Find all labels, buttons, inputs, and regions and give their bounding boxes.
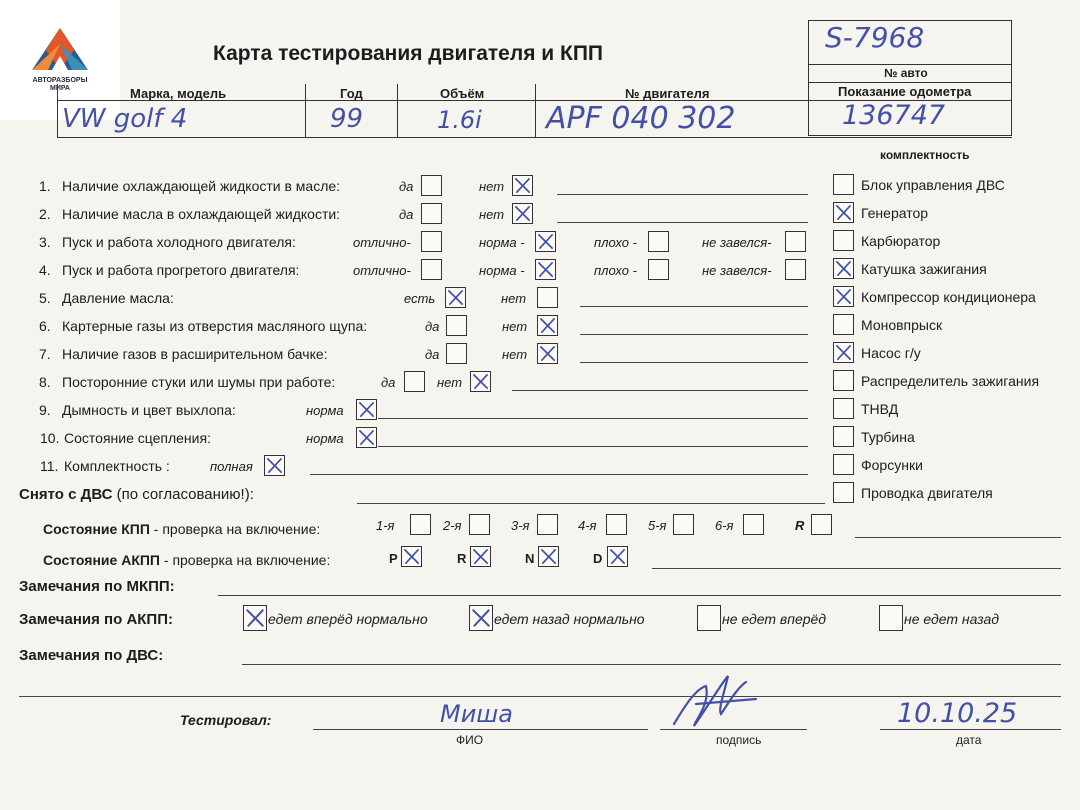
component-checkbox[interactable] <box>833 314 854 335</box>
test-option-label: нет <box>479 179 505 194</box>
test-label: Давление масла: <box>62 290 174 306</box>
tested-by-label: Тестировал: <box>180 712 272 728</box>
test-option-label: да <box>381 375 396 390</box>
test-option-label: норма <box>306 403 344 418</box>
card-title: Карта тестирования двигателя и КПП <box>213 42 604 65</box>
test-option-checkbox[interactable] <box>648 231 669 252</box>
kpp-gear-label: 5-я <box>648 518 667 533</box>
kpp-gear-label: 4-я <box>578 518 597 533</box>
kpp-gear-checkbox[interactable] <box>606 514 627 535</box>
akpp-label: Состояние АКПП - проверка на включение: <box>43 552 331 568</box>
check-mark-icon <box>536 260 555 279</box>
check-mark-icon <box>402 547 421 566</box>
check-mark-icon <box>244 606 266 630</box>
test-label: Наличие масла в охлаждающей жидкости: <box>62 206 341 222</box>
component-label: Блок управления ДВС <box>861 177 1005 193</box>
kpp-gear-label: 1-я <box>376 518 395 533</box>
test-option-label: плохо - <box>594 235 637 250</box>
check-mark-icon <box>513 176 532 195</box>
test-number: 9. <box>39 402 51 418</box>
volume-value: 1.6i <box>437 106 482 134</box>
make-model-value: VW golf 4 <box>62 104 188 134</box>
component-label: Моновпрыск <box>861 317 943 333</box>
test-label: Пуск и работа прогретого двигателя: <box>62 262 300 278</box>
test-label: Наличие охлаждающей жидкости в масле: <box>62 178 341 194</box>
test-option-checkbox[interactable] <box>404 371 425 392</box>
component-label: Насос г/у <box>861 345 921 361</box>
akpp-note-label: едет вперёд нормально <box>268 611 428 627</box>
mkpp-notes-label: Замечания по МКПП: <box>19 578 175 595</box>
year-header: Год <box>340 86 363 101</box>
akpp-note-label: едет назад нормально <box>494 611 645 627</box>
akpp-gear-label: P <box>389 551 398 566</box>
test-option-checkbox[interactable] <box>421 203 442 224</box>
test-option-label: отлично- <box>353 263 411 278</box>
akpp-gear-label: R <box>457 551 467 566</box>
test-label: Состояние сцепления: <box>64 430 211 446</box>
component-checkbox[interactable] <box>833 258 854 279</box>
akpp-gear-checkbox[interactable] <box>401 546 422 567</box>
test-option-checkbox[interactable] <box>535 259 556 280</box>
test-number: 1. <box>39 178 51 194</box>
test-option-checkbox[interactable] <box>535 231 556 252</box>
test-option-checkbox[interactable] <box>537 315 558 336</box>
date-value: 10.10.25 <box>897 698 1018 729</box>
test-option-label: не завелся- <box>702 263 772 278</box>
component-checkbox[interactable] <box>833 426 854 447</box>
make-model-header: Марка, модель <box>130 86 227 101</box>
component-label: Карбюратор <box>861 233 941 249</box>
akpp-gear-label: N <box>525 551 535 566</box>
test-label: Картерные газы из отверстия масляного щупа: <box>62 318 368 334</box>
test-option-checkbox[interactable] <box>356 427 377 448</box>
test-option-checkbox[interactable] <box>648 259 669 280</box>
engine-number-value: APF 040 302 <box>546 101 736 136</box>
test-option-label: плохо - <box>594 263 637 278</box>
odometer-value: 136747 <box>842 100 946 131</box>
test-option-checkbox[interactable] <box>446 343 467 364</box>
test-number: 2. <box>39 206 51 222</box>
test-option-label: норма - <box>479 263 525 278</box>
test-option-label: да <box>425 319 440 334</box>
test-option-label: полная <box>210 459 253 474</box>
kpp-gear-checkbox[interactable] <box>469 514 490 535</box>
check-mark-icon <box>538 344 557 363</box>
engine-number-header: № двигателя <box>625 86 710 101</box>
akpp-gear-checkbox[interactable] <box>607 546 628 567</box>
test-option-label: не завелся- <box>702 235 772 250</box>
kpp-gear-label: R <box>795 518 805 533</box>
test-option-checkbox[interactable] <box>470 371 491 392</box>
akpp-note-checkbox[interactable] <box>243 605 267 631</box>
kpp-gear-label: 6-я <box>715 518 734 533</box>
company-logo <box>0 0 120 120</box>
stock-number-label: № авто <box>884 66 928 80</box>
test-option-checkbox[interactable] <box>356 399 377 420</box>
test-option-label: да <box>399 179 414 194</box>
signature-mark <box>666 664 766 734</box>
test-option-checkbox[interactable] <box>421 231 442 252</box>
kpp-gear-label: 2-я <box>443 518 462 533</box>
akpp-gear-label: D <box>593 551 603 566</box>
test-option-checkbox[interactable] <box>512 175 533 196</box>
test-option-label: нет <box>437 375 463 390</box>
test-option-checkbox[interactable] <box>537 287 558 308</box>
signature-label: подпись <box>716 733 762 747</box>
check-mark-icon <box>471 547 490 566</box>
akpp-gear-checkbox[interactable] <box>470 546 491 567</box>
logo-emblem-icon <box>30 26 90 76</box>
logo-text-line1: АВТОРАЗБОРЫ <box>32 77 88 84</box>
test-label: Посторонние стуки или шумы при работе: <box>62 374 336 390</box>
check-mark-icon <box>608 547 627 566</box>
check-mark-icon <box>834 203 853 222</box>
akpp-note-checkbox[interactable] <box>879 605 903 631</box>
test-option-checkbox[interactable] <box>785 231 806 252</box>
test-option-checkbox[interactable] <box>537 343 558 364</box>
test-option-label: норма <box>306 431 344 446</box>
test-option-label: норма - <box>479 235 525 250</box>
akpp-note-label: не едет назад <box>904 611 999 627</box>
check-mark-icon <box>539 547 558 566</box>
test-number: 7. <box>39 346 51 362</box>
year-value: 99 <box>330 104 364 134</box>
check-mark-icon <box>357 400 376 419</box>
test-option-checkbox[interactable] <box>512 203 533 224</box>
test-option-checkbox[interactable] <box>445 287 466 308</box>
test-number: 3. <box>39 234 51 250</box>
component-checkbox[interactable] <box>833 286 854 307</box>
component-checkbox[interactable] <box>833 342 854 363</box>
component-label: Проводка двигателя <box>861 485 993 501</box>
stock-number-value: S-7968 <box>825 21 925 54</box>
date-label: дата <box>956 733 982 747</box>
test-number: 5. <box>39 290 51 306</box>
engine-notes-label: Замечания по ДВС: <box>19 647 164 664</box>
akpp-notes-label: Замечания по АКПП: <box>19 611 173 628</box>
akpp-note-label: не едет вперёд <box>722 611 827 627</box>
kpp-label: Состояние КПП - проверка на включение: <box>43 521 321 537</box>
check-mark-icon <box>536 232 555 251</box>
check-mark-icon <box>538 316 557 335</box>
test-option-label: да <box>399 207 414 222</box>
test-option-checkbox[interactable] <box>264 455 285 476</box>
check-mark-icon <box>446 288 465 307</box>
kpp-gear-checkbox[interactable] <box>410 514 431 535</box>
component-checkbox[interactable] <box>833 230 854 251</box>
check-mark-icon <box>470 606 492 630</box>
kpp-gear-checkbox[interactable] <box>743 514 764 535</box>
kpp-gear-checkbox[interactable] <box>673 514 694 535</box>
test-number: 4. <box>39 262 51 278</box>
check-mark-icon <box>834 343 853 362</box>
fio-label: ФИО <box>456 733 484 747</box>
component-checkbox[interactable] <box>833 202 854 223</box>
test-option-checkbox[interactable] <box>421 259 442 280</box>
component-checkbox[interactable] <box>833 482 854 503</box>
completeness-title: комплектность <box>880 148 970 162</box>
check-mark-icon <box>357 428 376 447</box>
test-label: Комплектность : <box>64 458 170 474</box>
kpp-gear-checkbox[interactable] <box>811 514 832 535</box>
component-label: Распределитель зажигания <box>861 373 1040 389</box>
component-label: Компрессор кондиционера <box>861 289 1036 305</box>
component-label: Катушка зажигания <box>861 261 987 277</box>
test-number: 11. <box>40 458 59 474</box>
test-option-checkbox[interactable] <box>421 175 442 196</box>
kpp-gear-checkbox[interactable] <box>537 514 558 535</box>
kpp-gear-label: 3-я <box>511 518 530 533</box>
test-label: Дымность и цвет выхлопа: <box>62 402 236 418</box>
component-label: Турбина <box>861 429 915 445</box>
check-mark-icon <box>265 456 284 475</box>
check-mark-icon <box>834 259 853 278</box>
test-option-label: нет <box>502 319 528 334</box>
test-option-label: нет <box>502 347 528 362</box>
tester-name: Миша <box>440 700 513 728</box>
component-label: Форсунки <box>861 457 923 473</box>
test-label: Наличие газов в расширительном бачке: <box>62 346 328 362</box>
removed-label: Снято с ДВС (по согласованию!): <box>19 486 254 503</box>
component-checkbox[interactable] <box>833 370 854 391</box>
test-number: 10. <box>40 430 60 446</box>
test-option-label: нет <box>501 291 527 306</box>
component-checkbox[interactable] <box>833 174 854 195</box>
akpp-note-checkbox[interactable] <box>469 605 493 631</box>
akpp-gear-checkbox[interactable] <box>538 546 559 567</box>
volume-header: Объём <box>440 86 485 101</box>
test-option-label: нет <box>479 207 505 222</box>
test-option-checkbox[interactable] <box>446 315 467 336</box>
component-checkbox[interactable] <box>833 454 854 475</box>
test-number: 8. <box>39 374 51 390</box>
check-mark-icon <box>513 204 532 223</box>
test-label: Пуск и работа холодного двигателя: <box>62 234 296 250</box>
odometer-header: Показание одометра <box>838 84 972 99</box>
akpp-note-checkbox[interactable] <box>697 605 721 631</box>
test-option-label: отлично- <box>353 235 411 250</box>
test-option-checkbox[interactable] <box>785 259 806 280</box>
component-label: Генератор <box>861 205 929 221</box>
test-number: 6. <box>39 318 51 334</box>
component-label: ТНВД <box>861 401 899 417</box>
component-checkbox[interactable] <box>833 398 854 419</box>
test-option-label: есть <box>404 291 436 306</box>
test-option-label: да <box>425 347 440 362</box>
check-mark-icon <box>471 372 490 391</box>
check-mark-icon <box>834 287 853 306</box>
logo-text-line2: МИРА <box>50 85 70 92</box>
